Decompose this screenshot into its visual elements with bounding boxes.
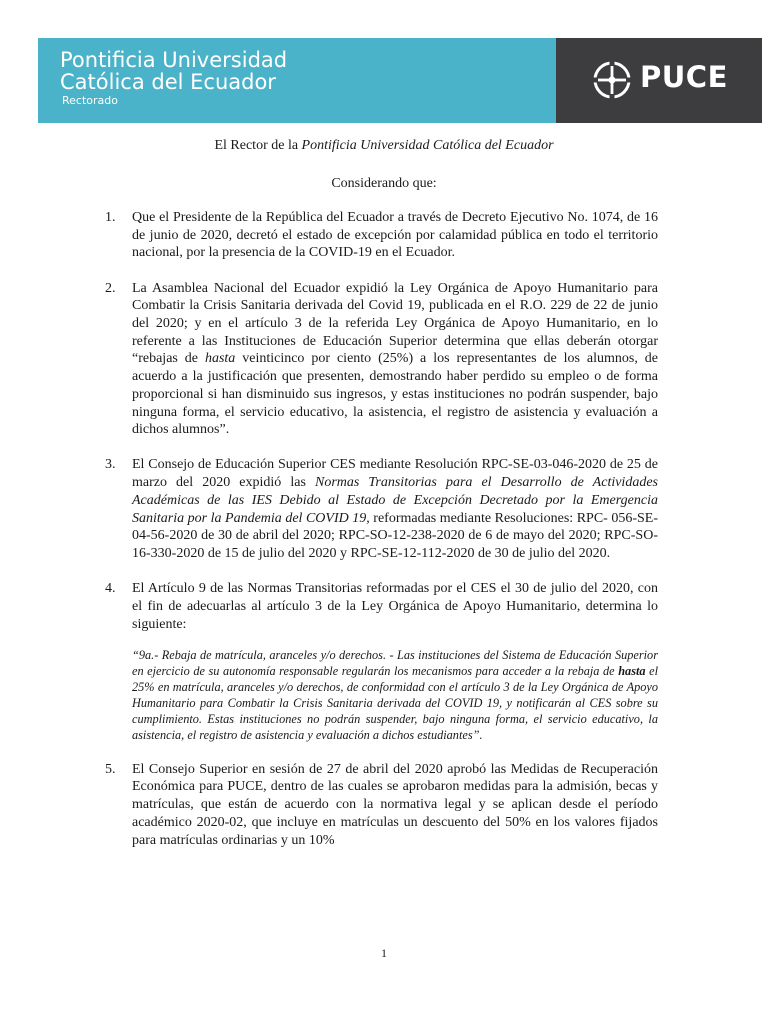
banner-left-panel [38,38,556,123]
item-text-continued: , reformadas mediante Resoluciones: RPC- 056-SE-04-56-2020 de 30 de abril del 2020; RPC-SO-12-238-2020 de 6 de mayo del 2020; RPC-SO-16-330-2020 de 15 de julio del 2020 y RPC-SE-12-112-2020 de 30 de julio del 2020. [132,510,659,561]
item-number: 2. [105,280,116,296]
list-item [105,209,658,262]
item-number: 5. [105,761,116,777]
banner-logo-panel [556,38,762,123]
item-text: El Consejo de Educación Superior CES mediante Resolución RPC-SE-03-046-2020 de 25 de marzo del 2020 expidió las [132,457,658,491]
considerations-list [105,209,659,867]
norms-title: Normas Transitorias para el Desarrollo de Actividades Académicas de las IES Debido al Estado de Excepción Decretado por la Emergencia Sanitaria por la Pandemia del COVID 19 [132,475,658,526]
list-item [105,580,658,743]
item-text: El Consejo Superior en sesión de 27 de abril del 2020 aprobó las Medidas de Recuperación Económica para PUCE, dentro de las cuales se aprobaron medidas para la admisión, becas y matrículas, que están de acuerdo con la normativa legal y se aplican desde el período académico 2020-02, que incluye en matrículas un descuento del 50% en los valores fijados para matrículas ordinarias y un 10% [132,761,658,848]
list-item [105,761,658,850]
unit-label: Rectorado [62,94,118,107]
item-text-continued: veinticinco por ciento (25%) a los representantes de los alumnos, de acuerdo a la justificación que presenten, demostrando haber perdido su empleo o de forma proporcional si han disminuido sus ingresos, y estas instituciones no podrán suspender, bajo ninguna forma, el servicio educativo, la asistencia, el registro de asistencia y evaluación a dichos alumnos”. [132,351,658,438]
document-title [0,138,768,154]
puce-logo-text: PUCE [640,60,728,94]
header-banner [38,38,762,123]
university-name [60,49,287,93]
considering-heading: Considerando que: [331,176,437,191]
university-name-line1: Pontificia Universidad [60,48,288,72]
title-prefix: El Rector de la [214,138,302,153]
item-text: Que el Presidente de la República del Ecuador a través de Decreto Ejecutivo No. 1074, de 16 de junio de 2020, decretó el estado de excepción por calamidad pública en todo el territorio nacional, por la presencia de la COVID-19 en el Ecuador. [132,210,658,261]
item-emphasis: hasta [204,351,236,367]
university-name-line2: Católica del Ecuador [60,70,276,94]
title-institution: Pontificia Universidad Católica del Ecuador [301,138,554,153]
item-number: 1. [105,210,116,225]
quote-text-continued: el 25% en matrícula, aranceles y/o derechos, de conformidad con el artículo 3 de la Ley Orgánica de Apoyo Humanitario para Combatir la Crisis Sanitaria derivada del COVID 19, y notificarán al CES sobre su cumplimiento. Estas instituciones no podrán suspender, bajo ninguna forma, el servicio educativo, la asistencia, el registro de asistencia y evaluación a dichos estudiantes”. [132,664,658,743]
puce-emblem-icon [592,60,632,100]
quote-text: “9a.- Rebaja de matrícula, aranceles y/o derechos. - Las instituciones del Sistema de Educación Superior en ejercicio de su autonomía responsable regularán los mecanismos para acceder a la rebaja de [132,648,658,679]
list-item [105,280,658,439]
article-quote [132,647,658,743]
item-text: La Asamblea Nacional del Ecuador expidió la Ley Orgánica de Apoyo Humanitario para Combatir la Crisis Sanitaria derivada del Covid 19, publicada en el R.O. 229 de 22 de junio del 2020; y en el artículo 3 de la referida Ley Orgánica de Apoyo Humanitario, en lo referente a las Instituciones de Educación Superior determina que ellas deberán otorgar “rebajas de [132,280,658,367]
item-number: 3. [105,457,116,473]
page-number: 1 [381,946,387,960]
quote-emphasis: hasta [618,664,646,679]
item-number: 4. [105,581,116,597]
item-text: El Artículo 9 de las Normas Transitorias reformadas por el CES el 30 de julio del 2020, con el fin de adecuarlas al artículo 3 de la Ley Orgánica de Apoyo Humanitario, determina lo siguiente: [132,581,658,632]
list-item [105,456,659,562]
